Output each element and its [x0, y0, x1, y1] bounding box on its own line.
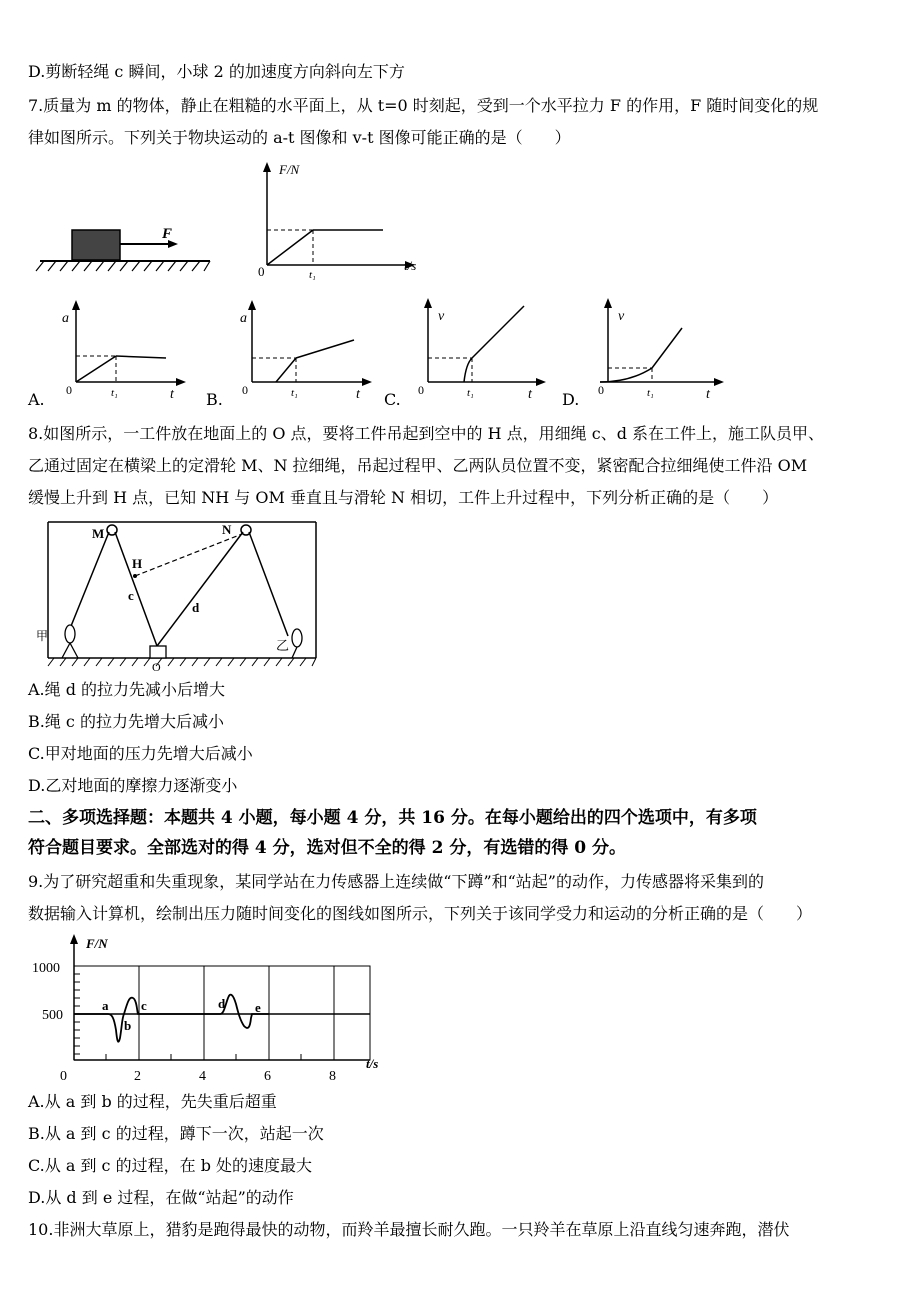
q7-option-a-letter[interactable]: A.: [28, 390, 45, 409]
f9-xtick-2: 2: [134, 1069, 141, 1084]
opt-b-xlabel: t: [356, 387, 360, 402]
q10-stem-line1: 10.非洲大草原上，猎豹是跑得最快的动物，而羚羊最擅长耐久跑。一只羚羊在草原上沿直线匀速奔跑，潜伏: [28, 1220, 790, 1239]
q7-option-c-graph: [412, 298, 552, 400]
label-c: c: [128, 588, 134, 603]
f9-xtick-4: 4: [199, 1069, 206, 1084]
label-n: N: [222, 522, 232, 537]
opt-c-ylabel: v: [438, 309, 445, 324]
q7-stem-line1: 7.质量为 m 的物体，静止在粗糙的水平面上，从 t=0 时刻起，受到一个水平拉力 F 的作用，F 随时间变化的规: [28, 96, 819, 115]
opt-c-origin: 0: [418, 383, 424, 397]
label-h: H: [132, 556, 143, 571]
opt-d-origin: 0: [598, 383, 604, 397]
f9-ytick-1000: 1000: [32, 961, 60, 976]
f9-xtick-0: 0: [60, 1069, 67, 1084]
q8-pulley-diagram: [36, 518, 320, 674]
q7-block-diagram: [40, 222, 215, 274]
q7-option-d-letter[interactable]: D.: [562, 390, 580, 409]
f9-point-b: b: [124, 1018, 132, 1033]
ft-xlabel: t/s: [404, 258, 417, 273]
f9-xtick-6: 6: [264, 1069, 271, 1084]
section2-heading-line2: 符合题目要求。全部选对的得 4 分，选对但不全的得 2 分，有选错的得 0 分。: [28, 838, 626, 858]
q8-stem-line2: 乙通过固定在横梁上的定滑轮 M、N 拉细绳，吊起过程甲、乙两队员位置不变，紧密配合拉细绳使工件沿 OM: [28, 456, 808, 475]
q9-option-d[interactable]: D.从 d 到 e 过程，在做“站起”的动作: [28, 1188, 294, 1207]
f9-xtick-8: 8: [329, 1069, 336, 1084]
force-label: F: [162, 226, 173, 242]
q8-option-d[interactable]: D.乙对地面的摩擦力逐渐变小: [28, 776, 238, 795]
opt-c-xlabel: t: [528, 387, 532, 402]
opt-a-origin: 0: [66, 383, 72, 397]
opt-d-xlabel: t: [706, 387, 710, 402]
label-m: M: [92, 526, 105, 541]
ft-t1: t₁: [309, 269, 316, 281]
f9-point-c: c: [141, 998, 147, 1013]
q9-force-time-graph: [30, 934, 390, 1086]
f9-point-a: a: [102, 998, 109, 1013]
q9-option-b[interactable]: B.从 a 到 c 的过程，蹲下一次，站起一次: [28, 1124, 324, 1143]
f9-ylabel: F/N: [86, 936, 108, 951]
f9-point-d: d: [218, 996, 226, 1011]
opt-d-t1: t₁: [647, 387, 654, 399]
label-o: O: [152, 660, 161, 674]
ft-origin: 0: [258, 264, 265, 279]
q7-option-b-graph: [236, 300, 376, 400]
q7-stem-line2: 律如图所示。下列关于物块运动的 a-t 图像和 v-t 图像可能正确的是（ ）: [28, 128, 571, 147]
q7-option-d-graph: [592, 298, 732, 400]
opt-a-xlabel: t: [170, 387, 174, 402]
opt-b-ylabel: a: [240, 311, 247, 326]
q9-stem-line2: 数据输入计算机，绘制出压力随时间变化的图线如图所示，下列关于该同学受力和运动的分析正确的是（ ）: [28, 904, 813, 923]
q7-option-b-letter[interactable]: B.: [206, 390, 223, 409]
label-jia: 甲: [36, 629, 49, 643]
q8-stem-line3: 缓慢上升到 H 点，已知 NH 与 OM 垂直且与滑轮 N 相切，工件上升过程中，下列分析正确的是（ ）: [28, 488, 779, 507]
opt-b-t1: t₁: [291, 387, 298, 399]
q7-option-a-graph: [60, 300, 200, 400]
q7-option-c-letter[interactable]: C.: [384, 390, 401, 409]
prev-option-d: D.剪断轻绳 c 瞬间，小球 2 的加速度方向斜向左下方: [28, 62, 405, 81]
opt-a-t1: t₁: [111, 387, 118, 399]
opt-d-ylabel: v: [618, 309, 625, 324]
section2-heading-line1: 二、多项选择题：本题共 4 小题，每小题 4 分，共 16 分。在每小题给出的四个选项中，有多项: [28, 808, 757, 828]
opt-b-origin: 0: [242, 383, 248, 397]
q8-stem-line1: 8.如图所示，一工件放在地面上的 O 点，要将工件吊起到空中的 H 点，用细绳 c、d 系在工件上，施工队员甲、: [28, 424, 825, 443]
q8-option-b[interactable]: B.绳 c 的拉力先增大后减小: [28, 712, 224, 731]
q8-option-a[interactable]: A.绳 d 的拉力先减小后增大: [28, 680, 226, 699]
f9-point-e: e: [255, 1000, 261, 1015]
opt-c-t1: t₁: [467, 387, 474, 399]
q7-f-t-graph: [255, 162, 425, 280]
opt-a-ylabel: a: [62, 311, 69, 326]
label-yi: 乙: [276, 638, 290, 653]
q8-option-c[interactable]: C.甲对地面的压力先增大后减小: [28, 744, 253, 763]
q9-option-a[interactable]: A.从 a 到 b 的过程，先失重后超重: [28, 1092, 277, 1111]
ft-ylabel: F/N: [279, 162, 300, 177]
label-d: d: [192, 600, 200, 615]
f9-ytick-500: 500: [42, 1008, 63, 1023]
q9-stem-line1: 9.为了研究超重和失重现象，某同学站在力传感器上连续做“下蹲”和“站起”的动作，力传感器将采集到的: [28, 872, 764, 891]
q9-option-c[interactable]: C.从 a 到 c 的过程，在 b 处的速度最大: [28, 1156, 313, 1175]
f9-xlabel: t/s: [366, 1056, 379, 1071]
